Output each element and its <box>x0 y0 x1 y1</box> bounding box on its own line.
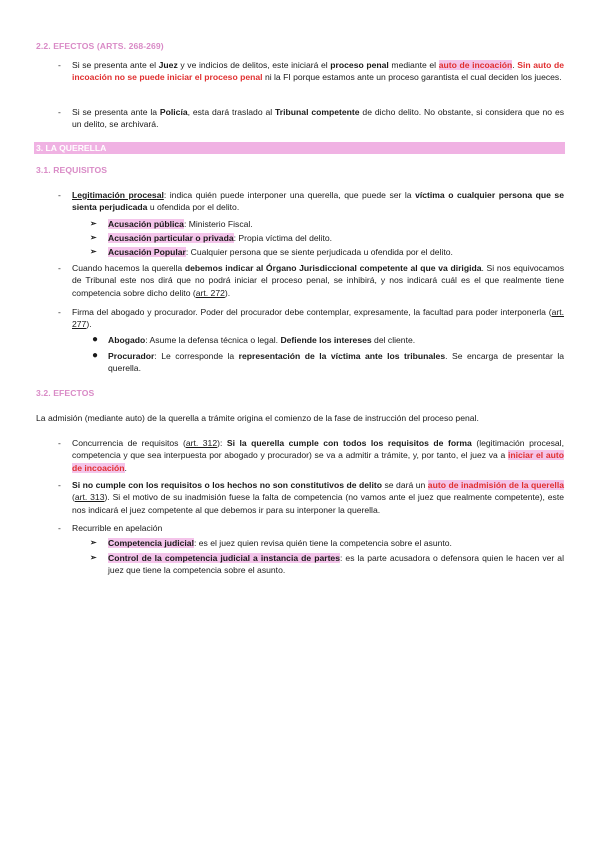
paragraph-legitimacion: Legitimación procesal: indica quién puede interponer una querella, que puede ser la víctima o cualquier persona que se sienta perjudicada u ofendida por el delito. <box>72 190 564 213</box>
paragraph-admision: La admisión (mediante auto) de la querella a trámite origina el comienzo de la fase de instrucción del proceso penal. <box>36 413 479 423</box>
dash-marker: - <box>58 190 61 200</box>
bullet-marker: ● <box>92 350 99 361</box>
heading-2-2: 2.2. EFECTOS (ARTS. 268-269) <box>36 41 164 51</box>
heading-3-1: 3.1. REQUISITOS <box>36 165 108 175</box>
arrow-marker: ➢ <box>90 233 97 242</box>
arrow-marker: ➢ <box>90 219 97 228</box>
list-item-abogado: Abogado: Asume la defensa técnica o legal. Defiende los intereses del cliente. <box>108 335 416 345</box>
list-item-competencia-judicial: Competencia judicial: es el juez quien revisa quién tiene la competencia sobre el asunto. <box>108 538 452 548</box>
dash-marker: - <box>58 523 61 533</box>
dash-marker: - <box>58 60 61 70</box>
section-bar-la-querella <box>34 142 565 154</box>
heading-3: 3. LA QUERELLA <box>36 143 107 153</box>
dash-marker: - <box>58 438 61 448</box>
dash-marker: - <box>58 480 61 490</box>
heading-3-2: 3.2. EFECTOS <box>36 388 95 398</box>
list-item-acusacion-particular: Acusación particular o privada: Propia víctima del delito. <box>108 233 333 243</box>
paragraph-policia: Si se presenta ante la Policía, esta dará traslado al Tribunal competente de dicho delito. No obstante, si considera que no es un delito, se archivará. <box>72 107 565 130</box>
paragraph-organo-jurisdiccional: Cuando hacemos la querella debemos indicar al Órgano Jurisdiccional competente al que va dirigida. Si nos equivocamos de Tribunal este nos dirá que no podrá iniciar el proceso penal, se inhibirá, y nos indicará cuál es el que realmente tiene competencia sobre dicho delito (art. 272). <box>72 263 564 298</box>
arrow-marker: ➢ <box>90 538 97 547</box>
paragraph-recurrible: Recurrible en apelación <box>72 523 163 533</box>
paragraph-juez: Si se presenta ante el Juez y ve indicios de delitos, este iniciará el proceso penal mediante el auto de incoación. Sin auto de incoación no se puede iniciar el proceso penal ni la FI porque estamos ante un proceso garantista el cual deciden los jueces. <box>72 60 564 83</box>
dash-marker: - <box>58 307 61 317</box>
list-item-control-competencia: Control de la competencia judicial a instancia de partes: es la parte acusadora o defensora quien le hacen ver al juez que tiene la competencia sobre el asunto. <box>108 553 564 576</box>
bullet-marker: ● <box>92 334 99 345</box>
list-item-acusacion-publica: Acusación pública: Ministerio Fiscal. <box>108 219 253 229</box>
dash-marker: - <box>58 263 61 273</box>
list-item-acusacion-popular: Acusación Popular: Cualquier persona que se siente perjudicada u ofendida por el delito. <box>108 247 453 257</box>
dash-marker: - <box>58 107 61 117</box>
arrow-marker: ➢ <box>90 553 97 562</box>
paragraph-firma-abogado: Firma del abogado y procurador. Poder del procurador debe contemplar, expresamente, la facultad para poder interponerla (art. 277). <box>72 307 564 330</box>
list-item-procurador: Procurador: Le corresponde la representación de la víctima ante los tribunales. Se encarga de presentar la querella. <box>108 351 565 374</box>
arrow-marker: ➢ <box>90 247 97 256</box>
paragraph-inadmision: Si no cumple con los requisitos o los hechos no son constitutivos de delito se dará un auto de inadmisión de la querella (art. 313). Si el motivo de su inadmisión fuese la falta de competencia (no vamos ante el juez que realmente competente), este nos indicará el juez competente al que debemos ir para su interponer la querella. <box>72 480 564 515</box>
paragraph-concurrencia: Concurrencia de requisitos (art. 312): Si la querella cumple con todos los requisitos de forma (legitimación procesal, competencia y que sea interpuesta por abogado y procurador) se va a admitir a trámite, y, por tanto, el juez va a iniciar el auto de incoación. <box>72 438 564 473</box>
